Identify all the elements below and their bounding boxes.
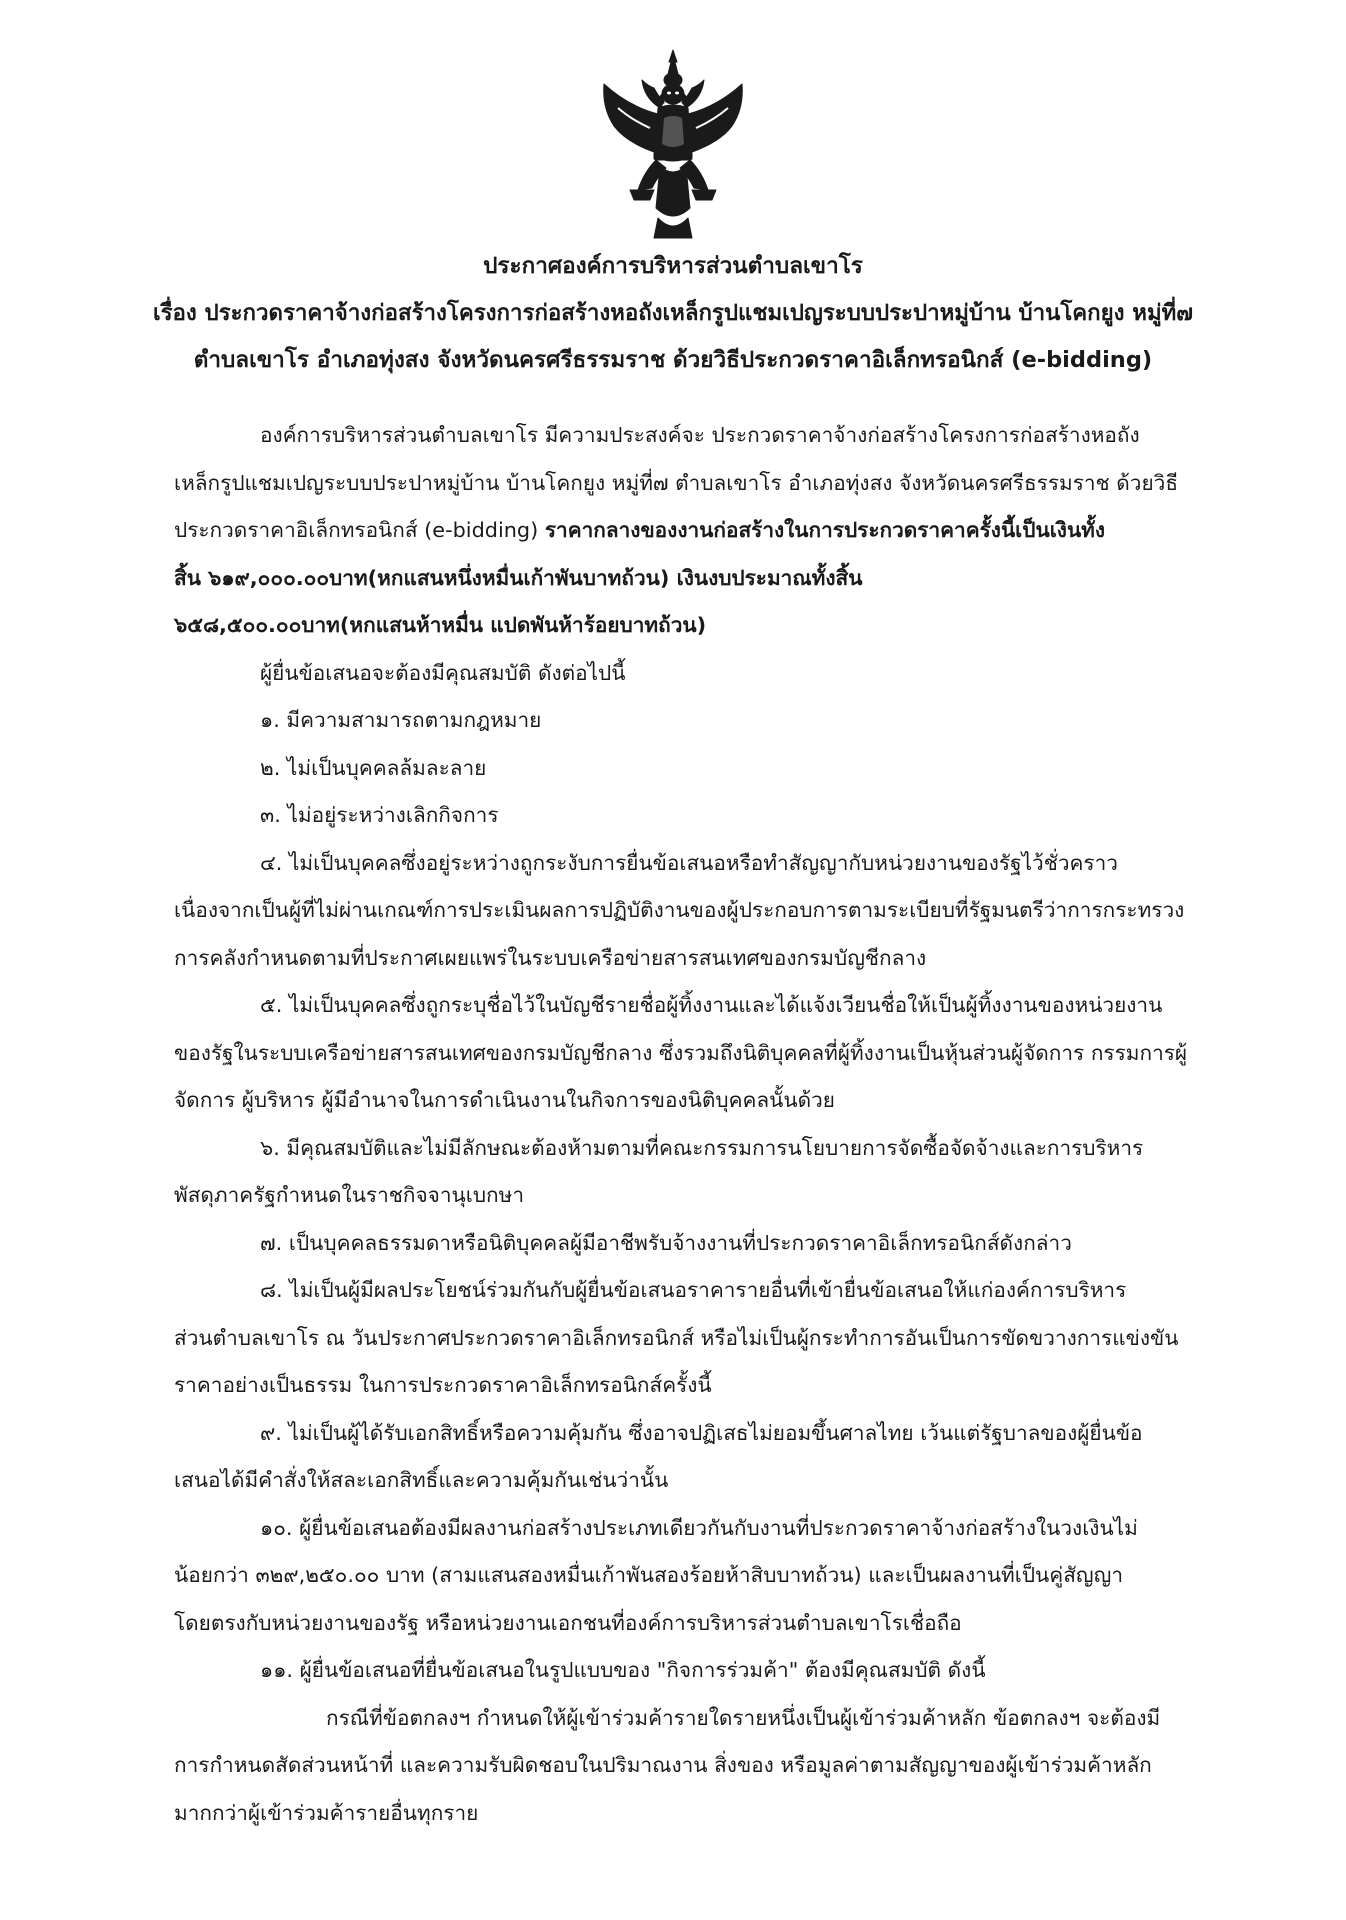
intro-line-2: เหล็กรูปแชมเปญระบบประปาหมู่บ้าน บ้านโคกยูง หมู่ที่๗ ตำบลเขาโร อำเภอทุ่งสง จังหวัดนครศรีธรรมราช ด้วยวิธี <box>174 470 1179 495</box>
qualification-item-2: ๒. ไม่เป็นบุคคลล้มละลาย <box>260 755 487 780</box>
intro-line-3 <box>174 507 1220 555</box>
qualifications-list <box>174 650 1220 1838</box>
joint-venture-clause-line-1: กรณีที่ข้อตกลงฯ กำหนดให้ผู้เข้าร่วมค้ารายใดรายหนึ่งเป็นผู้เข้าร่วมค้าหลัก ข้อตกลงฯ จะต้องมี <box>326 1705 1161 1730</box>
document-header <box>150 243 1196 384</box>
qualification-item-3: ๓. ไม่อยู่ระหว่างเลิกกิจการ <box>260 803 499 827</box>
qualification-item-6-line-1: ๖. มีคุณสมบัติและไม่มีลักษณะต้องห้ามตามที่คณะกรรมการนโยบายการจัดซื้อจัดจ้างและการบริหาร <box>260 1135 1144 1160</box>
qualification-item-5-line-3: จัดการ ผู้บริหาร ผู้มีอำนาจในการดำเนินงานในกิจการของนิติบุคคลนั้นด้วย <box>174 1088 835 1112</box>
qualification-item-6-line-2: พัสดุภาครัฐกำหนดในราชกิจจานุเบกษา <box>174 1183 525 1207</box>
qualification-item-9-line-2: เสนอได้มีคำสั่งให้สละเอกสิทธิ์และความคุ้มกันเช่นว่านั้น <box>174 1468 669 1492</box>
qualification-item-4-line-2: เนื่องจากเป็นผู้ที่ไม่ผ่านเกณฑ์การประเมินผลการปฏิบัติงานของผู้ประกอบการตามระเบียบที่รัฐมนตรีว่าการกระทรวง <box>174 898 1185 922</box>
intro-paragraph <box>174 412 1220 650</box>
garuda-emblem-icon <box>598 48 748 240</box>
subject-line-1: เรื่อง ประกวดราคาจ้างก่อสร้างโครงการก่อสร้างหอถังเหล็กรูปแชมเปญระบบประปาหมู่บ้าน บ้านโคกยูง หมู่ที่๗ <box>152 300 1194 326</box>
qualification-item-8-line-2: ส่วนตำบลเขาโร ณ วันประกาศประกวดราคาอิเล็กทรอนิกส์ หรือไม่เป็นผู้กระทำการอันเป็นการขัดขวางการแข่งขัน <box>174 1325 1179 1350</box>
qualification-item-1: ๑. มีความสามารถตามกฎหมาย <box>260 708 542 732</box>
median-price-amount: สิ้น ๖๑๙,๐๐๐.๐๐บาท(หกแสนหนึ่งหมื่นเก้าพันบาทถ้วน) เงินงบประมาณทั้งสิ้น <box>174 565 863 590</box>
qualifications-heading: ผู้ยื่นข้อเสนอจะต้องมีคุณสมบัติ ดังต่อไปนี้ <box>260 660 626 685</box>
qualification-item-4-line-1: ๔. ไม่เป็นบุคคลซึ่งอยู่ระหว่างถูกระงับการยื่นข้อเสนอหรือทำสัญญากับหน่วยงานของรัฐไว้ชั่วคราว <box>260 850 1118 875</box>
qualification-item-5-line-2: ของรัฐในระบบเครือข่ายสารสนเทศของกรมบัญชีกลาง ซึ่งรวมถึงนิติบุคคลที่ผู้ทิ้งงานเป็นหุ้นส่วนผู้จัดการ กรรมการผู้ <box>174 1040 1188 1065</box>
qualification-item-10-line-3: โดยตรงกับหน่วยงานของรัฐ หรือหน่วยงานเอกชนที่องค์การบริหารส่วนตำบลเขาโรเชื่อถือ <box>174 1610 962 1635</box>
qualification-item-5-line-1: ๕. ไม่เป็นบุคคลซึ่งถูกระบุชื่อไว้ในบัญชีรายชื่อผู้ทิ้งงานและได้แจ้งเวียนชื่อให้เป็นผู้ทิ้งงานของหน่วยงาน <box>260 993 1163 1017</box>
issuer-title: ประกาศองค์การบริหารส่วนตำบลเขาโร <box>483 253 863 279</box>
subject-line-2: ตำบลเขาโร อำเภอทุ่งสง จังหวัดนครศรีธรรมราช ด้วยวิธีประกวดราคาอิเล็กทรอนิกส์ (e-bidding) <box>193 347 1153 373</box>
qualification-item-8-line-1: ๘. ไม่เป็นผู้มีผลประโยชน์ร่วมกันกับผู้ยื่นข้อเสนอราคารายอื่นที่เข้ายื่นข้อเสนอให้แก่องค์การบริหาร <box>260 1278 1127 1302</box>
median-price-text: ราคากลางของงานก่อสร้างในการประกวดราคาครั้งนี้เป็นเงินทั้ง <box>544 518 1106 542</box>
document-body <box>174 412 1220 1837</box>
intro-line-1: องค์การบริหารส่วนตำบลเขาโร มีความประสงค์จะ ประกวดราคาจ้างก่อสร้างโครงการก่อสร้างหอถัง <box>260 423 1140 447</box>
qualification-item-11: ๑๑. ผู้ยื่นข้อเสนอที่ยื่นข้อเสนอในรูปแบบของ "กิจการร่วมค้า" ต้องมีคุณสมบัติ ดังนี้ <box>260 1658 986 1682</box>
intro-line-3-text: ประกวดราคาอิเล็กทรอนิกส์ (e-bidding) <box>174 518 545 542</box>
budget-amount: ๖๕๘,๕๐๐.๐๐บาท(หกแสนห้าหมื่น แปดพันห้าร้อยบาทถ้วน) <box>174 613 707 637</box>
qualification-item-9-line-1: ๙. ไม่เป็นผู้ได้รับเอกสิทธิ์หรือความคุ้มกัน ซึ่งอาจปฏิเสธไม่ยอมขึ้นศาลไทย เว้นแต่รัฐบาลของผู้ยื่นข้อ <box>260 1420 1143 1445</box>
joint-venture-clause-line-2: การกำหนดสัดส่วนหน้าที่ และความรับผิดชอบในปริมาณงาน สิ่งของ หรือมูลค่าตามสัญญาของผู้เข้าร่วมค้าหลัก <box>174 1753 1152 1777</box>
qualification-item-10-line-1: ๑๐. ผู้ยื่นข้อเสนอต้องมีผลงานก่อสร้างประเภทเดียวกันกับงานที่ประกวดราคาจ้างก่อสร้างในวงเงินไม่ <box>260 1515 1138 1540</box>
joint-venture-clause-line-3: มากกว่าผู้เข้าร่วมค้ารายอื่นทุกราย <box>174 1800 479 1825</box>
qualification-item-7: ๗. เป็นบุคคลธรรมดาหรือนิติบุคคลผู้มีอาชีพรับจ้างงานที่ประกวดราคาอิเล็กทรอนิกส์ดังกล่าว <box>260 1230 1072 1255</box>
qualification-item-8-line-3: ราคาอย่างเป็นธรรม ในการประกวดราคาอิเล็กทรอนิกส์ครั้งนี้ <box>174 1373 712 1397</box>
qualification-item-10-line-2: น้อยกว่า ๓๒๙,๒๕๐.๐๐ บาท (สามแสนสองหมื่นเก้าพันสองร้อยห้าสิบบาทถ้วน) และเป็นผลงานที่เป็นคู่สัญญา <box>174 1563 1123 1587</box>
qualification-item-4-line-3: การคลังกำหนดตามที่ประกาศเผยแพร่ในระบบเครือข่ายสารสนเทศของกรมบัญชีกลาง <box>174 945 927 970</box>
